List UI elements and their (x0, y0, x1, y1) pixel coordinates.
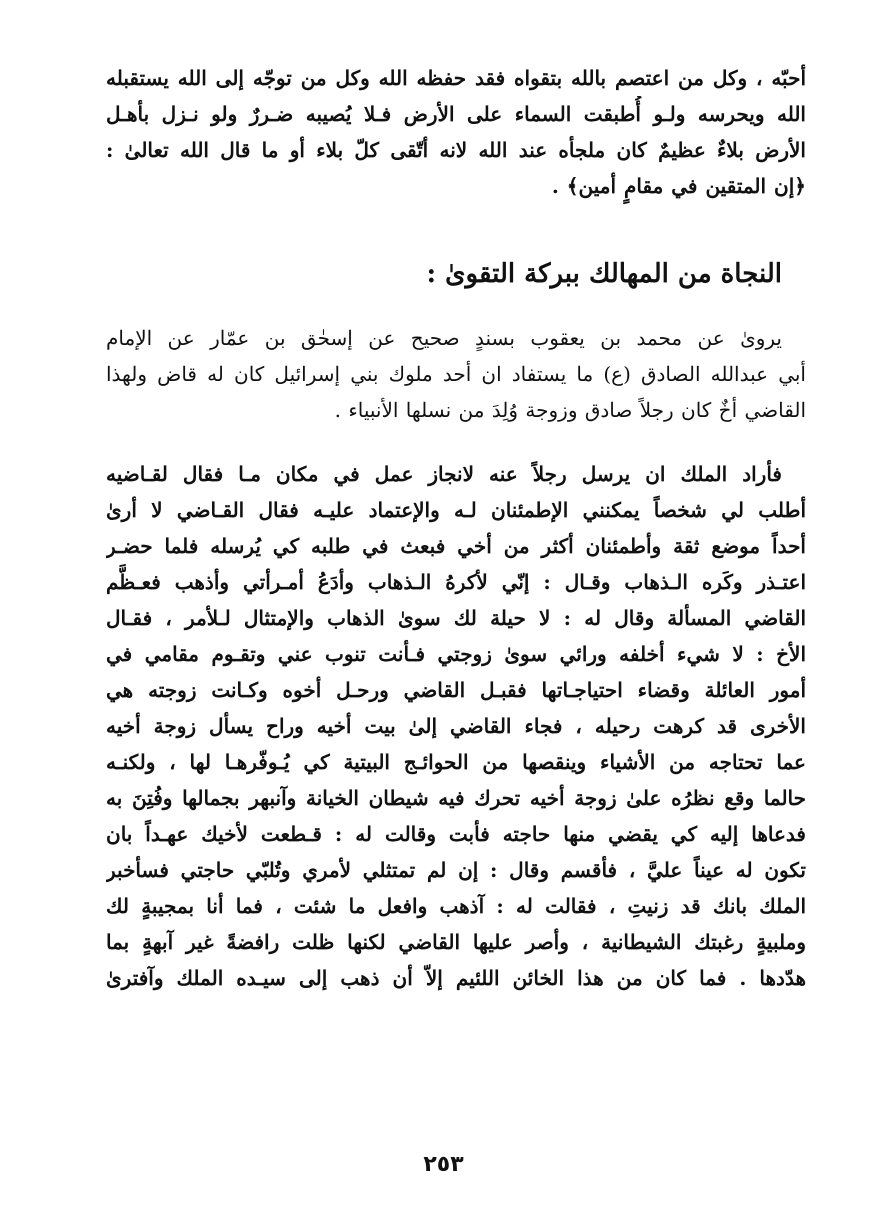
text-line: هدّدها . فما كان من هذا الخائن اللئيم إلاّ أن ذهب إلى سيـده الملك وآفترىٰ (106, 966, 806, 990)
text-line: تكون له عيناً عليَّ ، فأقسم وقال : إن لم تمتثلي لأمري وتُلبّي حاجتي فسأخبر (106, 858, 806, 882)
text-line: أطلب لي شخصاً يمكنني الإطمئنان لـه والإعتماد عليـه فقال القـاضي لا أرىٰ (106, 498, 806, 522)
text-line: فأراد الملك ان يرسل رجلاً عنه لانجاز عمل في مكان مـا فقال لقـاضيه (106, 462, 782, 486)
text-line: الملك بانك قد زنيتِ ، فقالت له : آذهب وافعل ما شئت ، فما أنا بمجيبةٍ لك (106, 894, 806, 918)
text-line: وملبيةٍ رغبتك الشيطانية ، وأصر عليها القاضي لكنها ظلت رافضةً غير آبهةٍ بما (106, 930, 806, 954)
text-line: القاضي أخٌ كان رجلاً صادق وزوجة وُلِدَ من نسلها الأنبياء . (334, 398, 806, 422)
paragraph-2 (106, 456, 806, 996)
text-line: أحداً موضع ثقة وأطمئنان أكثر من أخي فبعث في طلبه كي يُرسله فلما حضـر (106, 534, 806, 558)
text-line: عما تحتاجه من الأشياء وينقصها من الحوائـج البيتية كي يُـوفّرهـا لها ، ولكنـه (106, 750, 806, 774)
text-line: الأخرى قد كرهت رحيله ، فجاء القاضي إلىٰ بيت أخيه وراح يسأل زوجة أخيه (106, 714, 806, 738)
text-line: الله ويحرسه ولـو أُطبقت السماء على الأرض فـلا يُصيبه ضـررٌ ولو نـزل بأهـل (106, 102, 806, 126)
page-number: ٢٥٣ (423, 1152, 464, 1177)
text-line: فدعاها إليه كي يقضي منها حاجته فأبت وقالت له : قـطعت لأخيك عهـداً بان (106, 822, 806, 846)
section-heading: النجاة من المهالك ببركة التقوىٰ : (426, 259, 782, 289)
text-line: اعتـذر وكَره الـذهاب وقـال : إنّي لأكرهُ الـذهاب وأدَعُ أمـرأتي وأذهب فعـظَّم (106, 570, 806, 594)
text-line: أحبّه ، وكل من اعتصم بالله بتقواه فقد حفظه الله وكل من توجّه إلى الله يستقبله (106, 66, 806, 90)
text-line: أمور العائلة وقضاء احتياجـاتها فقبـل القاضي ورحـل أخوه وكـانت زوجته هي (106, 678, 806, 702)
text-line: الأرض بلاءٌ عظيمٌ كان ملجأه عند الله لانه أتّقى كلّ بلاء أو ما قال الله تعالىٰ : (106, 138, 806, 162)
quran-verse-line: ﴿إن المتقين في مقامٍ أمين﴾ . (551, 174, 806, 198)
intro-paragraph (106, 60, 806, 204)
text-line: القاضي المسألة وقال له : لا حيلة لك سوىٰ الذهاب والإمتثال لـلأمر ، فقـال (106, 606, 806, 630)
text-line: الأخ : لا شيء أخلفه ورائي سوىٰ زوجتي فـأنت تنوب عني وتقـوم مقامي في (106, 642, 806, 666)
text-line: أبي عبدالله الصادق (ع) ما يستفاد ان أحد ملوك بني إسرائيل كان له قاض ولهذا (106, 362, 806, 386)
text-line: حالما وقع نظرُه علىٰ زوجة أخيه تحرك فيه شيطان الخيانة وآنبهر بجمالها وفُتِنَ به (106, 786, 806, 810)
paragraph-1 (106, 320, 806, 428)
text-line: يرویٰ عن محمد بن يعقوب بسندٍ صحيح عن إسحٰق بن عمّار عن الإمام (106, 326, 782, 350)
